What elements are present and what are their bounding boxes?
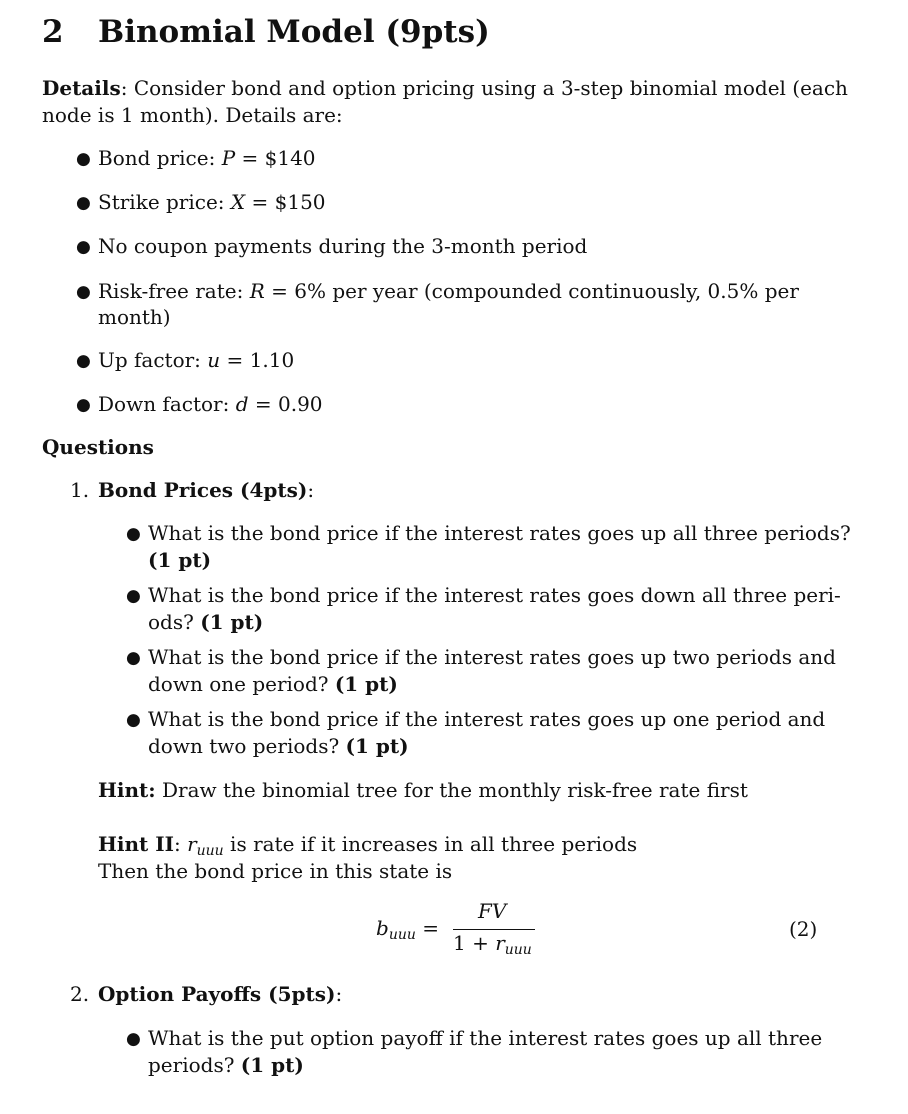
equation-number: (2): [789, 917, 818, 941]
hint-1: Hint: Draw the binomial tree for the monthly risk-free rate first: [98, 778, 748, 802]
q2-title: Option Payoffs (5pts):: [98, 982, 343, 1006]
q2-item-1-line-1: What is the put option payoff if the interest rates goes up all three: [148, 1026, 823, 1050]
q1-item-1-line-1: What is the bond price if the interest rates goes up all three periods?: [148, 521, 851, 545]
details-text-1: : Consider bond and option pricing using a 3-step binomial model (each: [120, 76, 848, 100]
section-title: Binomial Model (9pts): [98, 14, 490, 50]
q1-item-2-line-2: ods? (1 pt): [148, 610, 264, 634]
q1-item-3-line-1: What is the bond price if the interest rates goes up two periods and: [148, 645, 836, 669]
equation-numerator: FV: [478, 899, 507, 923]
bullet-icon: ●: [76, 282, 91, 302]
q1-title: Bond Prices (4pts):: [98, 478, 315, 502]
bullet-icon: ●: [126, 586, 141, 606]
bullet-no-coupon: No coupon payments during the 3-month period: [98, 234, 588, 258]
bullet-icon: ●: [126, 1029, 141, 1049]
bullet-icon: ●: [126, 524, 141, 544]
q1-item-4-line-2: down two periods? (1 pt): [148, 734, 409, 758]
hint-2-line-2: Then the bond price in this state is: [98, 859, 453, 883]
q2-number: 2.: [70, 982, 90, 1006]
bullet-bond-price: Bond price: P = $140: [98, 146, 316, 170]
bullet-up-factor: Up factor: u = 1.10: [98, 348, 295, 372]
bullet-down-factor: Down factor: d = 0.90: [98, 392, 323, 416]
hint-2-line-1: Hint II: $r_{uuu}$ is rate if it increases in all three periods: [98, 832, 638, 859]
q1-item-1-points: (1 pt): [148, 548, 212, 572]
bullet-icon: ●: [76, 149, 91, 169]
bullet-icon: ●: [76, 237, 91, 257]
bullet-risk-free-rate-line-2: month): [98, 305, 171, 329]
bullet-icon: ●: [126, 648, 141, 668]
bullet-strike-price: Strike price: X = $150: [98, 190, 326, 214]
bullet-icon: ●: [76, 193, 91, 213]
section-number: 2: [42, 14, 64, 50]
q1-item-3-line-2: down one period? (1 pt): [148, 672, 398, 696]
bullet-icon: ●: [126, 710, 141, 730]
equation-lhs: $b_{uuu}$ =: [376, 916, 439, 943]
details-label: Details: [42, 76, 121, 100]
q2-item-1-line-2: periods? (1 pt): [148, 1053, 304, 1077]
details-line-1: [42, 75, 848, 102]
equation-denominator: $1 + r_{uuu}$: [453, 931, 532, 958]
questions-heading: Questions: [42, 435, 154, 459]
bullet-icon: ●: [76, 395, 91, 415]
q1-number: 1.: [70, 478, 90, 502]
q1-item-4-line-1: What is the bond price if the interest rates goes up one period and: [148, 707, 826, 731]
bullet-risk-free-rate: Risk-free rate: R = 6% per year (compounded continuously, 0.5% per: [98, 279, 799, 303]
bullet-icon: ●: [76, 351, 91, 371]
q1-item-2-line-1: What is the bond price if the interest rates goes down all three peri-: [148, 583, 841, 607]
details-line-2: node is 1 month). Details are:: [42, 103, 343, 127]
